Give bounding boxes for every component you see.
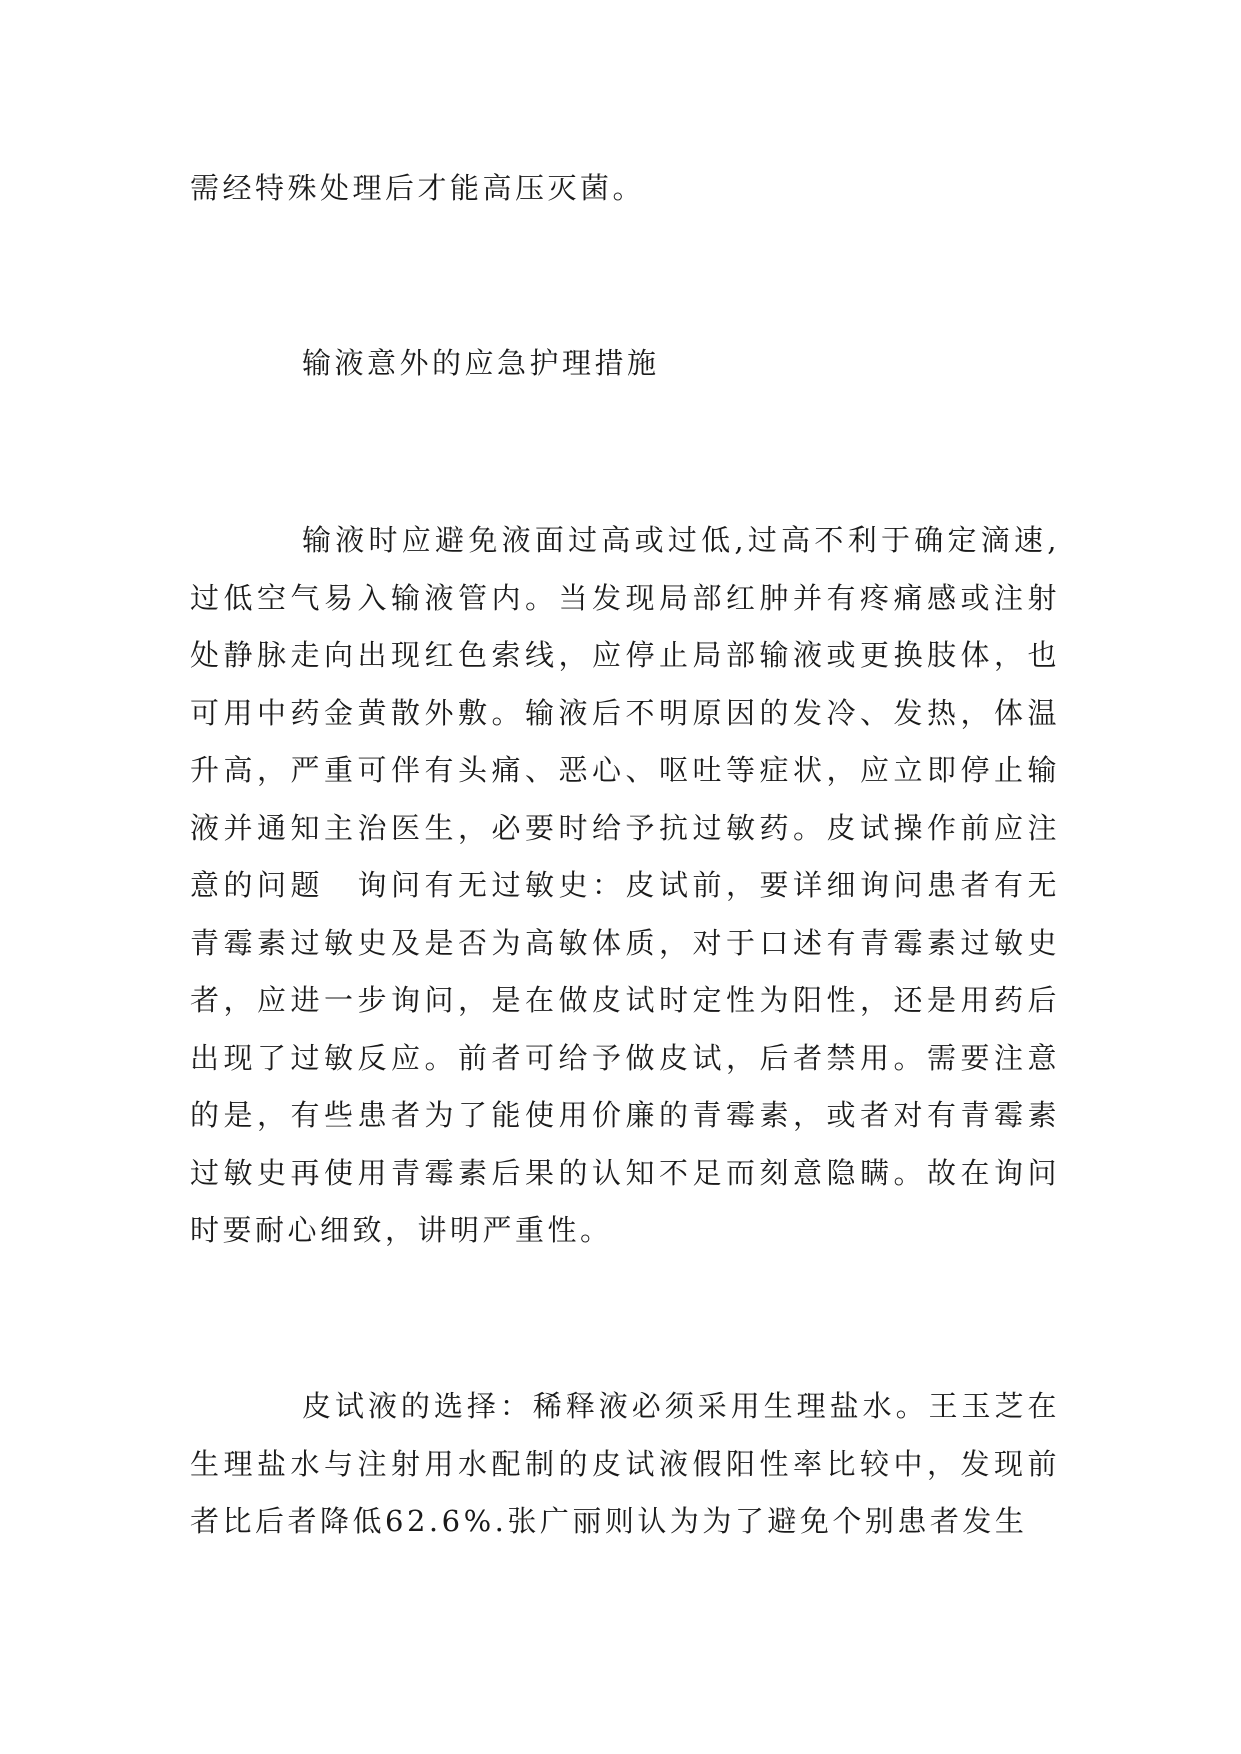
body-paragraph-2: 皮试液的选择：稀释液必须采用生理盐水。王玉芝在生理盐水与注射用水配制的皮试液假阳性率比较中，发现前者比后者降低62.6%.张广丽则认为为了避免个别患者发生 [190, 1389, 1060, 1538]
body-paragraph-1: 输液时应避免液面过高或过低,过高不利于确定滴速,过低空气易入输液管内。当发现局部红肿并有疼痛感或注射处静脉走向出现红色索线，应停止局部输液或更换肢体，也可用中药金黄散外敷。输液后不明原因的发冷、发热，体温升高，严重可伴有头痛、恶心、呕吐等症状，应立即停止输液并通知主治医生，必要时给予抗过敏药。皮试操作前应注意的问题 询问有无过敏史：皮试前，要详细询问患者有无青霉素过敏史及是否为高敏体质，对于口述有青霉素过敏史者，应进一步询问，是在做皮试时定性为阳性，还是用药后出现了过敏反应。前者可给予做皮试，后者禁用。需要注意的是，有些患者为了能使用价廉的青霉素，或者对有青霉素过敏史再使用青霉素后果的认知不足而刻意隐瞒。故在询问时要耐心细致，讲明严重性。 [190, 523, 1060, 1247]
continuation-text: 需经特殊处理后才能高压灭菌。 [190, 171, 646, 205]
section-heading: 输液意外的应急护理措施 [302, 346, 660, 380]
